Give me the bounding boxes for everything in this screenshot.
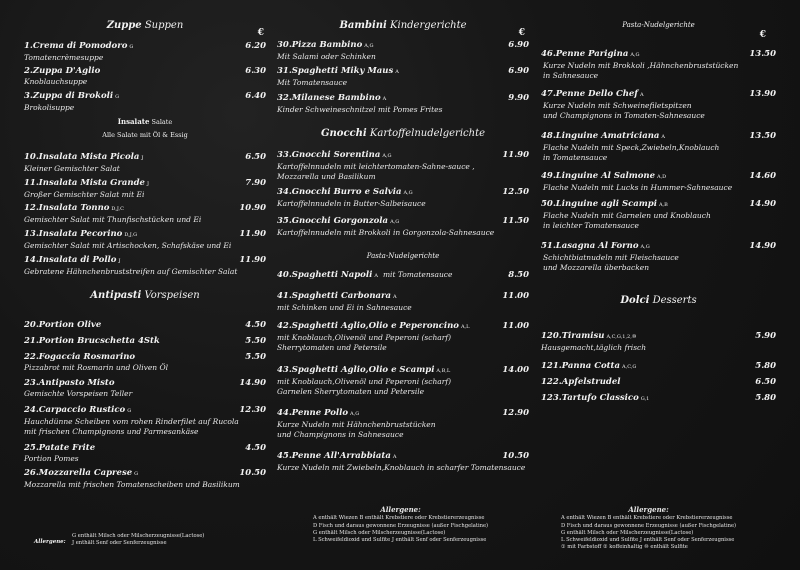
item-name: 30.Pizza Bambino A,G xyxy=(277,40,374,50)
item-description: Tomatencrèmesuppe xyxy=(24,53,104,62)
item-name: 47.Penne Dello Chef A xyxy=(541,89,644,99)
item-description: Kleiner Gemischter Salat xyxy=(24,164,120,173)
item-description: Gemischter Salat mit Thunfischstücken und Ei xyxy=(24,215,202,224)
item-description: Sherrytomaten und Petersile xyxy=(277,342,387,352)
item-name: 121.Panna Cotta A,C,G xyxy=(541,361,637,371)
menu-item xyxy=(277,40,529,62)
item-price: 13.50 xyxy=(749,131,776,141)
item-description: mit Schinken und Ei in Sahnesauce xyxy=(277,303,412,312)
item-description: Knoblauchsuppe xyxy=(24,77,88,86)
item-description: Großer Gemischter Salat mit Ei xyxy=(24,190,145,199)
item-price: 5.90 xyxy=(755,331,776,341)
menu-item xyxy=(541,377,776,388)
item-description: Mozzarella und Basilikum xyxy=(277,171,376,181)
antipasti-heading: Antipasti Vorspeisen xyxy=(90,290,200,301)
allergen-codes: A xyxy=(382,96,387,102)
item-name: 45.Penne All'Arrabbiata A xyxy=(277,451,397,461)
item-description: Kurze Nudeln mit Brokkoli ,Hähnchenbruststücken xyxy=(543,61,739,70)
allergen-title: Allergene: xyxy=(380,505,421,514)
item-price: 8.50 xyxy=(508,270,529,280)
item-description: Kartoffelnnudeln in Butter-Salbeisauce xyxy=(277,199,426,208)
salads-heading: Insalate Salate xyxy=(117,117,173,126)
menu-item xyxy=(24,152,266,174)
allergen-line: D Fisch und daraus gewonnene Erzeugnisse (außer Fischgelatine) xyxy=(561,522,737,529)
item-description: Kurze Nudeln mit Schweinefiletspitzen xyxy=(543,101,692,110)
item-description: Kartoffelnnudeln mit leichtertomaten-Sahne-sauce , xyxy=(277,162,475,171)
euro-symbol: € xyxy=(257,28,264,38)
allergen-line: A enthält Wiezen B enthält Krebstiere oder Krebstiererzeugnisse xyxy=(561,515,733,522)
item-description: Gebratene Hähnchenbruststreifen auf Gemischter Salat xyxy=(24,267,238,276)
allergen-codes: J xyxy=(146,181,149,187)
menu-item xyxy=(24,352,266,373)
item-name: 49.Linguine Al Salmone A,D xyxy=(541,171,667,181)
allergen-codes: A,L xyxy=(460,324,470,330)
item-description: Schichtbiatnudeln mit Fleischsauce xyxy=(543,253,679,262)
item-description: Gemischte Vorspeisen Teller xyxy=(24,389,133,398)
menu-item xyxy=(24,378,266,399)
item-price: 13.50 xyxy=(749,49,776,59)
gnocchi-heading: Gnocchi Kartoffelnudelgerichte xyxy=(320,128,486,139)
menu-item xyxy=(541,199,776,230)
item-price: 6.20 xyxy=(245,41,266,51)
item-name: 13.Insalata Pecorino D,J,G xyxy=(24,229,138,239)
menu-item xyxy=(277,216,529,238)
allergen-codes: A,G xyxy=(382,153,392,159)
item-name: 48.Linguine Amatriciana A xyxy=(541,131,666,141)
item-price: 12.50 xyxy=(502,187,529,197)
column-right xyxy=(541,0,776,570)
item-price: 11.00 xyxy=(502,321,529,331)
item-price: 11.90 xyxy=(502,150,529,160)
item-description: Portion Pomes xyxy=(24,454,79,463)
item-name: 51.Lasagna Al Forno A,G xyxy=(541,241,650,251)
menu-item xyxy=(24,405,266,436)
allergen-codes: A,C,G xyxy=(622,364,637,370)
allergen-codes: A xyxy=(393,294,397,300)
allergen-line: G enthält Milsch oder Milscherzeugnisse(Lactose) xyxy=(72,533,205,539)
allergen-codes: D,J,G xyxy=(124,232,138,238)
item-description: und Champignons in Tomaten-Sahnesauce xyxy=(543,110,705,120)
menu-item xyxy=(24,203,266,225)
item-price: 6.40 xyxy=(245,91,266,101)
item-name: 120.Tiramisu A,C,G,1,2,⑩ xyxy=(541,331,637,341)
menu-item xyxy=(541,241,776,272)
item-name: 40.Spaghetti Napoli A mit Tomatensauce xyxy=(277,270,453,280)
column-middle xyxy=(277,0,529,570)
item-price: 14.90 xyxy=(749,199,776,209)
allergen-codes: G xyxy=(134,471,139,477)
item-price: 14.90 xyxy=(749,241,776,251)
item-description: Mit Tomatensauce xyxy=(277,78,348,87)
item-price: 9.90 xyxy=(508,93,529,103)
allergen-codes: A,G xyxy=(640,244,650,250)
menu-item xyxy=(541,331,776,353)
item-name: 35.Gnocchi Gorgonzola A,G xyxy=(277,216,400,226)
item-price: 11.50 xyxy=(502,216,529,226)
menu-item xyxy=(24,255,266,277)
allergen-info-left xyxy=(72,533,204,548)
menu-item xyxy=(277,187,529,209)
menu-item xyxy=(24,468,266,490)
item-price: 12.30 xyxy=(239,405,266,415)
allergen-info-right xyxy=(561,506,736,552)
menu-item xyxy=(277,291,529,313)
dolci-heading: Dolci Desserts xyxy=(620,295,697,306)
item-description: mit Knoblauch,Olivenöl und Peperoni (scharf) xyxy=(277,377,452,386)
allergen-line: L Schweifeldioxid und Sulfite J enthält Senf oder Senferzeugnisse xyxy=(313,537,487,544)
item-name: 10.Insalata Mista Picola J xyxy=(24,152,144,162)
item-name: 122.Apfelstrudel xyxy=(541,377,621,387)
item-price: 7.90 xyxy=(245,178,266,188)
item-name: 24.Carpaccio Rustico G xyxy=(24,405,132,415)
allergen-codes: A,G xyxy=(390,219,400,225)
allergen-codes: D,J,C xyxy=(111,206,124,212)
menu-item xyxy=(277,408,529,439)
item-name: 34.Gnocchi Burro e Salvia A,G xyxy=(277,187,413,197)
item-price: 14.90 xyxy=(239,378,266,388)
item-price: 4.50 xyxy=(245,443,266,453)
item-price: 6.90 xyxy=(508,66,529,76)
euro-symbol: € xyxy=(518,28,525,38)
menu-item xyxy=(541,89,776,120)
item-description: Pizzabrot mit Rosmarin und Oliven Öl xyxy=(24,363,169,372)
menu-item xyxy=(24,66,266,87)
item-price: 14.60 xyxy=(749,171,776,181)
item-description: Mozzarella mit frischen Tomatenscheiben und Basilikum xyxy=(24,480,240,489)
menu-item xyxy=(277,150,529,181)
item-price: 5.50 xyxy=(245,336,266,346)
allergen-codes: A,B xyxy=(658,202,668,208)
menu-item xyxy=(24,91,266,113)
item-name: 25.Patate Frite xyxy=(24,443,96,453)
pasta-heading: Pasta-Nudelgerichte xyxy=(366,252,440,260)
allergen-codes: A,B,L xyxy=(436,368,451,374)
item-description: und Mozzarella überbacken xyxy=(543,262,650,272)
menu-item xyxy=(24,178,266,200)
item-price: 5.80 xyxy=(755,361,776,371)
menu-item xyxy=(541,171,776,193)
item-description: Hauchdünne Scheiben vom rohen Rinderfilet auf Rucola xyxy=(24,417,239,426)
menu-item xyxy=(541,361,776,373)
allergen-line: ① mit Farbstoff ② koffeinhaltig ⑩ enthält Sulfite xyxy=(561,544,688,551)
allergen-line: D Fisch und daraus gewonnene Erzeugnisse (außer Fischgelatine) xyxy=(313,522,489,529)
item-name: 1.Crema di Pomodoro G xyxy=(24,41,134,51)
allergen-codes: J xyxy=(118,258,121,264)
allergen-codes: G xyxy=(127,408,132,414)
menu-item xyxy=(277,451,529,473)
item-name: 33.Gnocchi Sorentina A,G xyxy=(277,150,392,160)
item-name: 46.Penne Parigina A,G xyxy=(541,49,640,59)
item-description: Flache Nudeln mit Garnelen und Knoblauch xyxy=(543,211,711,220)
item-description: Kartoffelnnudeln mit Brokkoli in Gorgonzola-Sahnesauce xyxy=(277,228,495,237)
allergen-codes: A,C,G,1,2,⑩ xyxy=(606,334,637,340)
item-name: 26.Mozzarella Caprese G xyxy=(24,468,139,478)
item-name: 32.Milanese Bambino A xyxy=(277,93,387,103)
menu-item xyxy=(277,66,529,88)
item-description: mit Tomatensauce xyxy=(382,270,453,279)
column-left xyxy=(24,0,266,570)
item-price: 10.50 xyxy=(239,468,266,478)
item-description: Gemischter Salat mit Artischocken, Schafskäse und Ei xyxy=(24,241,232,250)
menu-item xyxy=(24,41,266,63)
pasta-heading: Pasta-Nudelgerichte xyxy=(622,21,695,29)
item-price: 10.90 xyxy=(239,203,266,213)
allergen-info-middle xyxy=(313,506,488,544)
item-description: Brokolisuppe xyxy=(24,103,75,112)
allergen-codes: J xyxy=(141,155,144,161)
item-description: in Sahnesauce xyxy=(543,70,599,80)
allergen-line: G enthält Milsch oder Milscherzeugnisse(Lactose) xyxy=(313,529,446,536)
item-description: Flache Nudeln mit Lucks in Hummer-Sahnesauce xyxy=(543,183,733,192)
item-description: mit Knoblauch,Olivenöl und Peperoni (scharf) xyxy=(277,333,452,342)
item-description: in Tomatensauce xyxy=(543,152,608,162)
item-price: 11.90 xyxy=(239,229,266,239)
item-price: 6.50 xyxy=(245,152,266,162)
menu-item xyxy=(541,393,776,405)
menu-item xyxy=(277,93,529,115)
item-description: Kurze Nudeln mit Hähnchenbruststücken xyxy=(277,420,436,429)
item-description: Hausgemacht,täglich frisch xyxy=(541,343,647,352)
item-name: 43.Spaghetti Aglio,Olio e Scampi A,B,L xyxy=(277,365,451,375)
item-name: 42.Spaghetti Aglio,Olio e Peperoncino A,L xyxy=(277,321,470,331)
item-description: mit frischen Champignons und Parmesankäse xyxy=(24,426,199,436)
item-price: 6.90 xyxy=(508,40,529,50)
salads-note: Alle Salate mit Öl & Essig xyxy=(102,131,188,139)
item-price: 4.50 xyxy=(245,320,266,330)
item-price: 13.90 xyxy=(749,89,776,99)
item-price: 5.80 xyxy=(755,393,776,403)
item-price: 6.30 xyxy=(245,66,266,76)
menu-item xyxy=(541,131,776,162)
item-name: 23.Antipasto Misto xyxy=(24,378,115,388)
item-name: 21.Portion Brucschetta 4Stk xyxy=(24,336,160,346)
allergen-title: Allergene: xyxy=(628,505,669,514)
item-name: 11.Insalata Mista Grande J xyxy=(24,178,149,188)
allergen-line: A enthält Wiezen B enthält Krebstiere oder Krebstiererzeugnisse xyxy=(313,515,485,522)
item-name: 41.Spaghetti Carbonara A xyxy=(277,291,397,301)
menu-item xyxy=(277,321,529,352)
item-price: 11.00 xyxy=(502,291,529,301)
allergen-codes: A,D xyxy=(656,174,667,180)
item-name: 3.Zuppa di Brokoli G xyxy=(24,91,120,101)
menu-item xyxy=(24,443,266,464)
allergen-codes: A,G xyxy=(630,52,640,58)
item-description: Kurze Nudeln mit Zwiebeln,Knoblauch in scharfer Tomatensauce xyxy=(277,463,526,472)
item-description: Garnelen Sherrytomaten und Petersile xyxy=(277,386,425,396)
item-description: Flache Nudeln mit Speck,Zwiebeln,Knoblauch xyxy=(543,143,720,152)
allergen-line: G enthält Milsch oder Milscherzeugnisse(Lactose) xyxy=(561,529,694,536)
item-price: 5.50 xyxy=(245,352,266,362)
item-name: 20.Portion Olive xyxy=(24,320,102,330)
allergen-codes: A xyxy=(661,134,666,140)
menu-item xyxy=(277,270,529,282)
menu-item xyxy=(277,365,529,396)
item-price: 10.50 xyxy=(502,451,529,461)
allergen-label: Allergene: xyxy=(34,539,66,545)
allergen-codes: A xyxy=(392,454,397,460)
menu-item xyxy=(541,49,776,80)
bambini-heading: Bambini Kindergerichte xyxy=(339,20,467,31)
item-name: 50.Linguine agli Scampi A,B xyxy=(541,199,668,209)
menu-item xyxy=(24,320,266,331)
allergen-codes: A,G xyxy=(403,190,413,196)
item-name: 123.Tartufo Classico G,1 xyxy=(541,393,650,403)
item-description: Mit Salami oder Schinken xyxy=(277,52,376,61)
item-name: 44.Penne Pollo A,G xyxy=(277,408,360,418)
item-name: 22.Fogaccia Rosmarino xyxy=(24,352,136,362)
allergen-codes: A xyxy=(639,92,644,98)
euro-symbol: € xyxy=(759,30,766,40)
allergen-codes: A xyxy=(395,69,399,75)
item-price: 14.00 xyxy=(502,365,529,375)
allergen-codes: A,G xyxy=(350,411,360,417)
menu-item xyxy=(24,336,266,347)
item-price: 12.90 xyxy=(502,408,529,418)
item-price: 6.50 xyxy=(755,377,776,387)
item-price: 11.90 xyxy=(239,255,266,265)
item-description: in leichter Tomatensauce xyxy=(543,220,639,230)
soups-heading: Zuppe Suppen xyxy=(106,20,184,31)
allergen-codes: G xyxy=(129,44,134,50)
menu-item xyxy=(24,229,266,251)
allergen-codes: A xyxy=(374,273,378,279)
item-description: Kinder Schweineschnitzel mit Pomes Frites xyxy=(277,105,443,114)
allergen-codes: A,G xyxy=(364,43,374,49)
item-name: 12.Insalata Tonno D,J,C xyxy=(24,203,124,213)
allergen-line: J enthält Senf oder Senferzeugnisse xyxy=(72,540,167,547)
allergen-line: L Schweifeldioxid und Sulfite J enthält Senf oder Senferzeugnisse xyxy=(561,537,735,544)
item-description: und Champignons in Sahnesauce xyxy=(277,429,404,439)
item-name: 14.Insalata di Pollo J xyxy=(24,255,121,265)
item-name: 2.Zuppa D'Aglio xyxy=(24,66,101,76)
item-name: 31.Spaghetti Miky Maus A xyxy=(277,66,399,76)
allergen-codes: G,1 xyxy=(640,396,650,402)
allergen-codes: G xyxy=(115,94,120,100)
